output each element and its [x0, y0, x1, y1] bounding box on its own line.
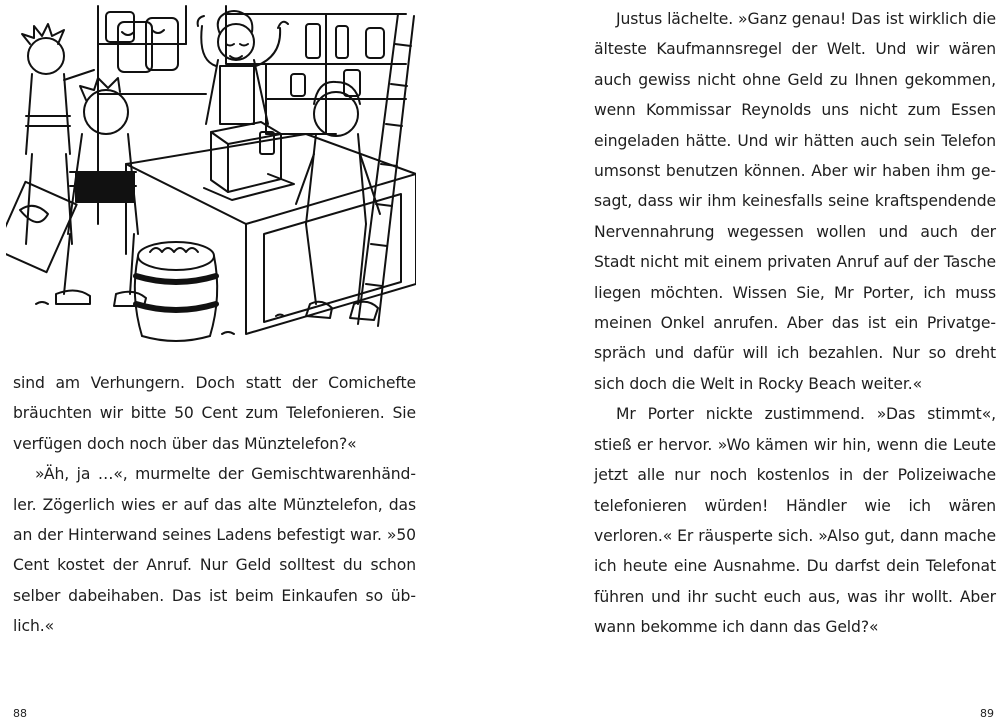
paragraph: sind am Verhungern. Doch statt der Comichefte bräuchten wir bitte 50 Cent zum Telefonieren. Sie verfügen doch noch über das Münztelefon?« [13, 374, 416, 453]
right-page [500, 0, 1000, 722]
page-number: 89 [980, 707, 994, 720]
left-page-text [13, 368, 416, 642]
paragraph: Mr Porter nickte zustimmend. »Das stimmt«, stieß er hervor. »Wo kämen wir hin, wenn die Leute jetzt alle nur noch kostenlos in der Polizeiwache telefonieren würden! Händler wie ich wären verloren.« Er räusperte sich. »Also gut, dann mache ich heute eine Ausnahme. Du darfst dein Telefonat führen und ihr sucht euch aus, was ihr wollt. Aber wann bekomme ich dann das Geld?« [594, 405, 996, 637]
right-page-text [594, 4, 996, 643]
paragraph: »Äh, ja …«, murmelte der Gemischtwarenhändler. Zögerlich wies er auf das alte Münztelefon, das an der Hinterwand seines Ladens befestigt war. »50 Cent kostet der Anruf. Nur Geld solltest du schon selber dabeihaben. Das ist beim Einkaufen so üblich.« [13, 465, 416, 636]
paragraph: Justus lächelte. »Ganz genau! Das ist wirklich die älteste Kaufmannsregel der Welt. Und wir wären auch gewiss nicht ohne Geld zu Ihnen gekommen, wenn Kommissar Reynolds uns nicht zum Essen eingeladen hätte. Und wir hätten auch sein Telefon umsonst benutzen können. Aber wir haben ihm gesagt, dass wir ihm keinesfalls seine kraftspendende Nervennahrung wegessen wollen und auch der Stadt nicht mit einem privaten Anruf auf der Tasche liegen möchten. Wissen Sie, Mr Porter, ich muss meinen Onkel anrufen. Aber das ist ein Privatgespräch und dafür will ich bezahlen. Nur so dreht sich doch die Welt in Rocky Beach weiter.« [594, 10, 996, 393]
store-illustration [6, 4, 416, 344]
page-number: 88 [13, 707, 27, 720]
